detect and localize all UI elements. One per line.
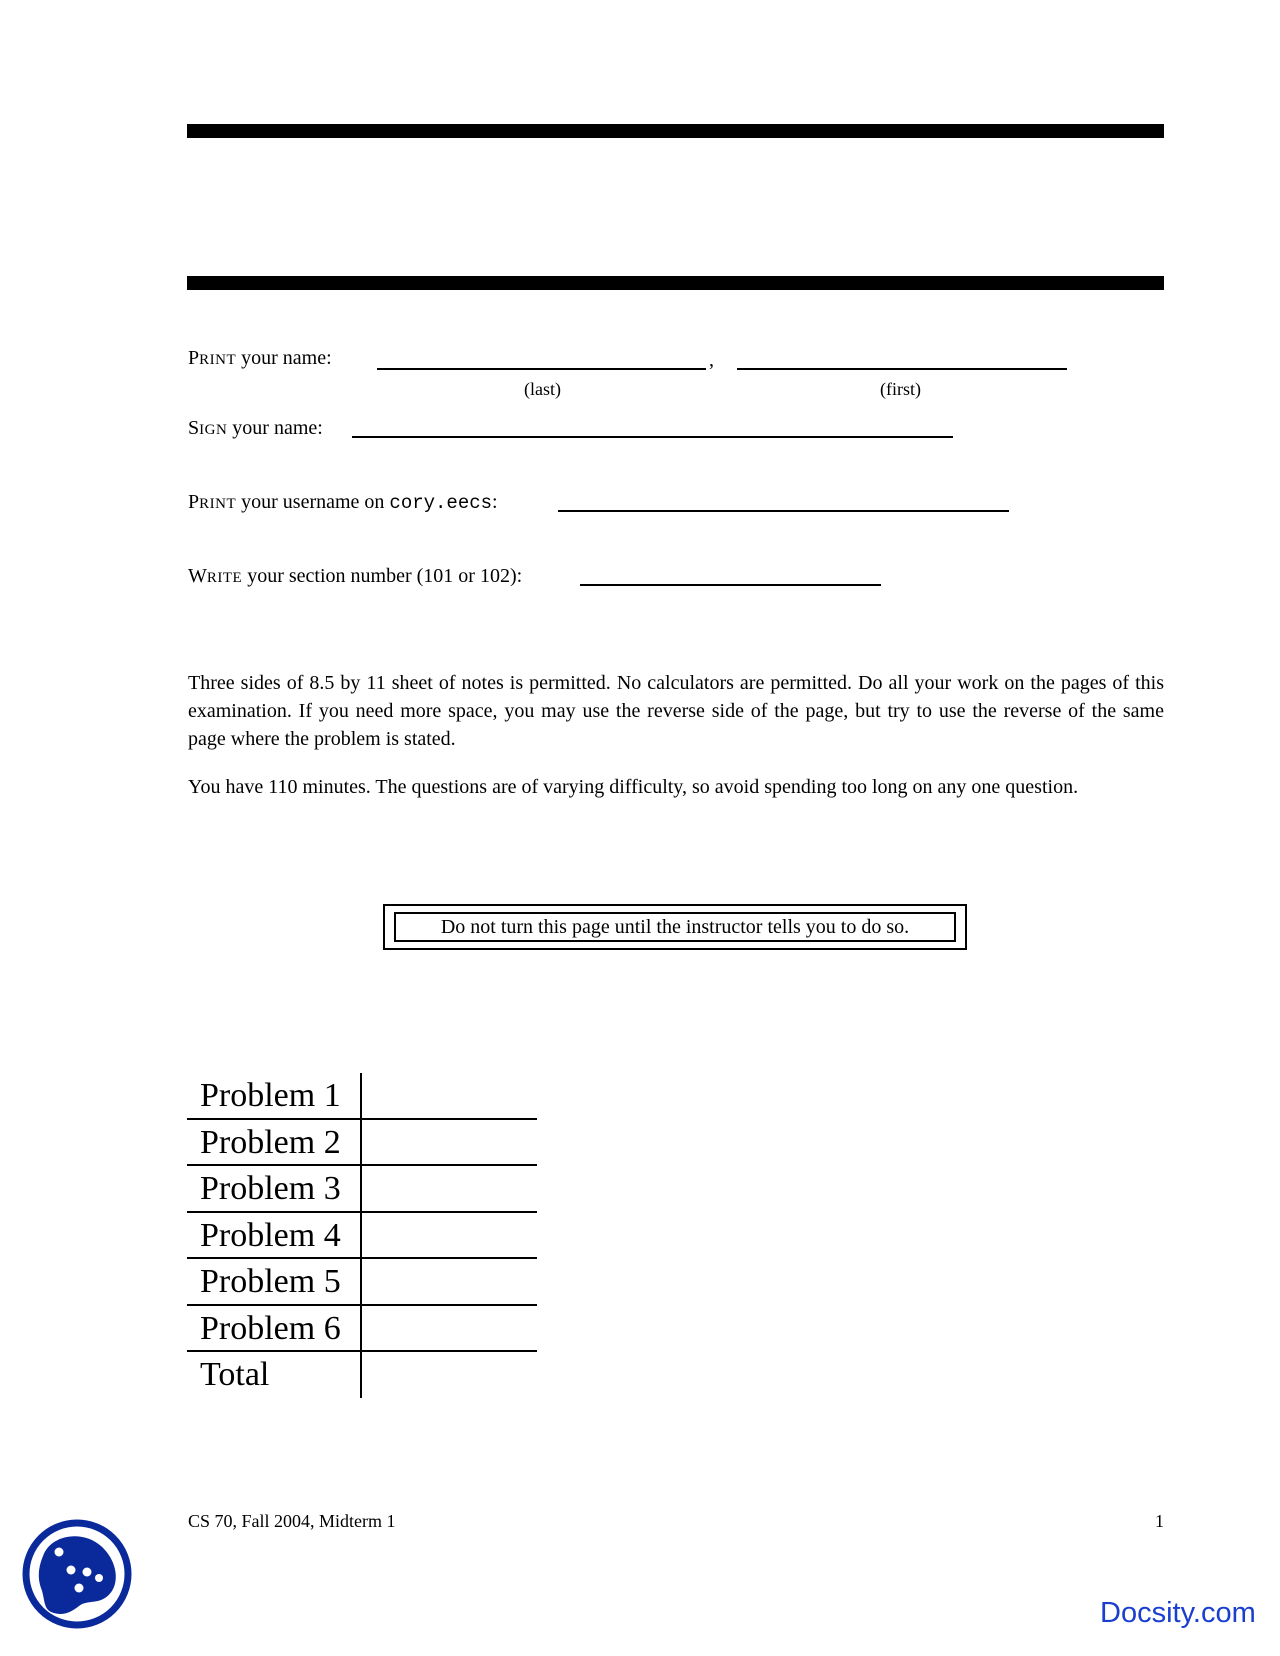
top-rule <box>187 124 1164 138</box>
first-name-caption: (first) <box>880 379 921 399</box>
score-table-divider <box>360 1073 362 1398</box>
instructions-paragraph: Three sides of 8.5 by 11 sheet of notes is permitted. No calculators are permitted. Do all your work on the pages of this examination. If you need more space, you may use the reverse side of the page, but try to use the reverse of the same page where the problem is stated. <box>188 672 1164 750</box>
score-row-label: Problem 5 <box>200 1263 341 1300</box>
section-label: WRITE your section number (101 or 102): <box>188 565 523 587</box>
score-cell[interactable] <box>361 1166 537 1213</box>
score-row-total <box>187 1352 537 1399</box>
footer-page-number: 1 <box>1155 1511 1164 1531</box>
signature-field[interactable] <box>352 436 953 438</box>
docsity-logo-icon[interactable] <box>21 1518 133 1630</box>
section-field[interactable] <box>580 584 881 586</box>
last-name-field[interactable] <box>377 368 706 370</box>
username-label: PRINT your username on cory.eecs: <box>188 491 498 514</box>
score-row-label: Problem 6 <box>200 1309 341 1347</box>
hostname-text: cory.eecs <box>389 492 493 514</box>
score-row-label: Problem 1 <box>200 1077 341 1114</box>
footer-course: CS 70, Fall 2004, Midterm 1 <box>188 1511 396 1531</box>
name-comma: , <box>709 349 714 371</box>
last-name-caption: (last) <box>524 379 561 399</box>
bottom-rule <box>187 276 1164 290</box>
score-cell[interactable] <box>361 1213 537 1260</box>
score-row-label: Problem 3 <box>200 1170 341 1207</box>
score-cell[interactable] <box>361 1306 537 1353</box>
score-row <box>187 1120 537 1167</box>
print-name-label: PRINT your name: <box>188 347 332 369</box>
score-row-label: Problem 2 <box>200 1123 341 1161</box>
username-field[interactable] <box>558 510 1009 512</box>
docsity-brand-link[interactable]: Docsity.com <box>1100 1597 1256 1629</box>
score-cell[interactable] <box>361 1259 537 1306</box>
time-paragraph: You have 110 minutes. The questions are of varying difficulty, so avoid spending too long on any one question. <box>188 776 1079 798</box>
notice-box: Do not turn this page until the instructor tells you to do so. <box>394 912 956 942</box>
score-row-label: Problem 4 <box>200 1216 341 1254</box>
score-cell[interactable] <box>361 1120 537 1167</box>
first-name-field[interactable] <box>737 368 1067 370</box>
sign-name-label: SIGN your name: <box>188 417 323 439</box>
score-row <box>187 1166 537 1213</box>
score-row-label: Total <box>200 1356 270 1393</box>
score-cell-total[interactable] <box>361 1352 537 1399</box>
score-table <box>187 1073 537 1399</box>
score-row <box>187 1073 537 1120</box>
score-row <box>187 1306 537 1353</box>
score-row <box>187 1259 537 1306</box>
score-cell[interactable] <box>361 1073 537 1120</box>
score-row <box>187 1213 537 1260</box>
